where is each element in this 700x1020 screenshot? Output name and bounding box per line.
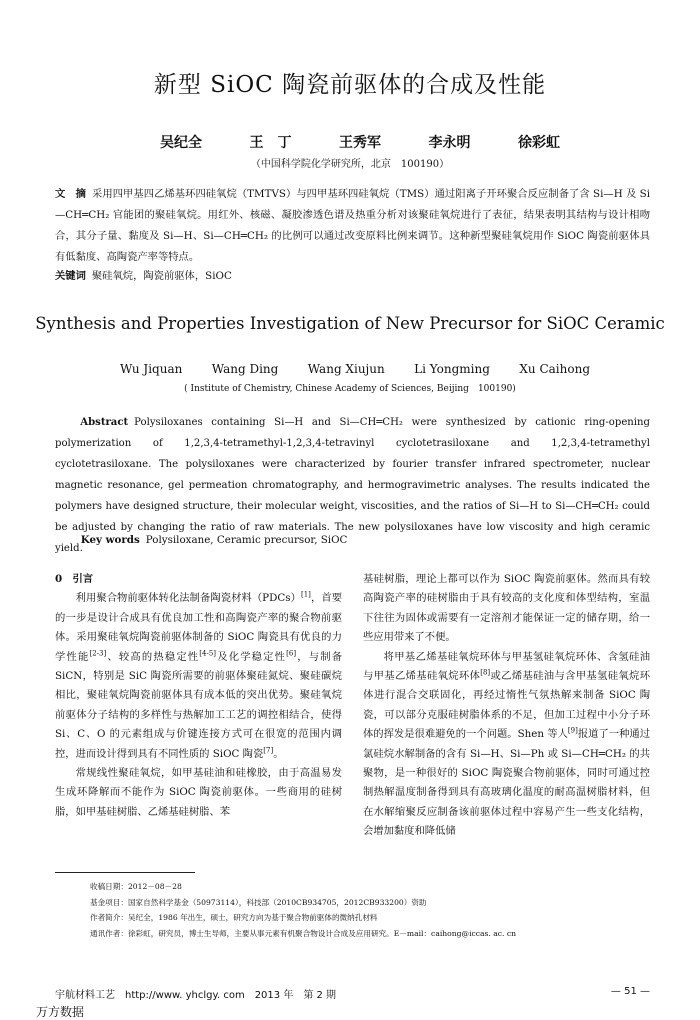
citation: [6] [286, 649, 297, 658]
citation: [7] [263, 746, 274, 755]
paper-title-cn: 新型 SiOC 陶瓷前驱体的合成及性能 [153, 72, 547, 98]
keywords-en-text: Polysiloxane, Ceramic precursor, SiOC [145, 534, 348, 546]
body-text: 或乙烯基硅油与含甲基氢硅氧烷环体进行混合交联固化，再经过惰性气氛热解来制备 SiOC 陶瓷，可以部分克服硅树脂体系的不足，但加工过程中小分子环体的挥发是很难避免的一个问题。Shen 等人 [363, 670, 651, 741]
affiliation-en: ( Institute of Chemistry, Chinese Academy of Sciences, Beijing 100190) [184, 384, 516, 394]
body-text: 及化学稳定性 [216, 650, 287, 663]
paper-title-en: Synthesis and Properties Investigation of New Precursor for SiOC Ceramic [35, 314, 665, 333]
body-text: 将甲基乙烯基硅氧烷环体与甲基氢硅氧烷环体、含氢硅油与甲基乙烯基硅氧烷环体 [363, 650, 650, 683]
footnote-corresponding: 通讯作者：徐彩虹，研究员，博士生导师，主要从事元素有机聚合物设计合成及应用研究。E－mail：caihong@iccas. ac. cn [90, 928, 517, 938]
body-left-column [55, 570, 342, 822]
citation: [9] [567, 726, 578, 735]
abstract-en-text: Polysiloxanes containing Si—H and Si—CH═CH₂ were synthesized by cationic ring-opening polymerization of 1,2,3,4-tetramethyl-1,2,3,4-tetravinyl cyclotetrasiloxane and 1,2,3,4-tetramethyl cyclotetrasiloxane. The polysiloxanes were characterized by fourier transfer infrared spectrometer, nuclear magnetic resonance, gel permeation chromatography, and hermogravimetric analyses. The results indicated the polymers have designed structure, their molecular weight, viscosities, and the ratios of Si—H to Si—CH═CH₂ could be adjusted by changing the ratio of raw materials. The new polysiloxanes have low viscosity and high ceramic yield. [55, 417, 650, 554]
body-text: 、较高的热稳定性 [106, 650, 200, 663]
author-en: Wang Ding [211, 362, 279, 376]
body-text: 报道了一种通过氯硅烷水解制备的含有 Si—H、Si—Ph 或 Si—CH═CH₂ 的共聚物，是一种很好的 SiOC 陶瓷聚合物前驱体，同时可通过控制热解温度制备得到具有高玻璃化温度的耐高温树脂材料，但在水解缩聚反应制备该前驱体过程中容易产生一些支化结构，会增加黏度和降低储 [363, 728, 650, 838]
watermark: 万方数据 [36, 1005, 85, 1019]
keywords-cn-label: 关键词 [55, 270, 86, 282]
section-heading: 0 引言 [55, 573, 94, 585]
citation: [2-3] [89, 649, 107, 658]
abstract-cn-text: 采用四甲基四乙烯基环四硅氧烷（TMTVS）与四甲基环四硅氧烷（TMS）通过阳离子开环聚合反应制备了含 Si—H 及 Si—CH═CH₂ 官能团的聚硅氧烷。用红外、核磁、凝胶渗透色谱及热重分析对该聚硅氧烷进行了表征，结果表明其结构与设计相吻合，其分子量、黏度及 Si—H、Si—CH═CH₂ 的比例可以通过改变原料比例来调节。这种新型聚硅氧烷用作 SiOC 陶瓷前驱体具有低黏度、高陶瓷产率等特点。 [55, 188, 650, 263]
body-paragraph: 常规线性聚硅氧烷，如甲基硅油和硅橡胶，由于高温易发生成环降解而不能作为 SiOC 陶瓷前驱体。一些商用的硅树脂，如甲基硅树脂、乙烯基硅树脂、苯 [55, 767, 342, 818]
author-cn: 王秀军 [339, 135, 381, 151]
body-text: 利用聚合物前驱体转化法制备陶瓷材料（PDCs） [75, 592, 301, 605]
footnote-author-bio: 作者简介：吴纪全，1986 年出生，硕士，研究方向为基于聚合物前驱体的微纳孔材料 [90, 913, 378, 922]
author-cn: 吴纪全 [160, 135, 202, 151]
body-paragraph [55, 589, 342, 764]
page-footer [55, 986, 650, 1001]
footnotes [90, 879, 650, 941]
footnote-divider [55, 872, 195, 873]
abstract-en-label: Abstract [80, 417, 129, 428]
footnote-funding: 基金项目：国家自然科学基金（50973114），科技部（2010CB934705，2012CB933200）资助 [90, 897, 427, 907]
body-paragraph [363, 648, 650, 842]
authors-en [120, 362, 590, 376]
body-text: ，首要的一步是设计合成具有优良加工性和高陶瓷产率的聚合物前驱体。采用聚硅氧烷陶瓷前驱体制备的 SiOC 陶瓷具有优良的力学性能 [55, 592, 342, 663]
journal-info: 宇航材料工艺 http://www. yhclgy. com 2013 年 第 2 期 [55, 990, 337, 1001]
footnote-received: 收稿日期：2012－08－28 [90, 882, 182, 891]
keywords-cn-text: 聚硅氧烷，陶瓷前驱体，SiOC [91, 270, 232, 282]
body-text: 。 [273, 747, 284, 760]
body-right-column [363, 570, 650, 842]
author-en: Wu Jiquan [120, 362, 183, 376]
author-en: Wang Xiujun [307, 362, 385, 376]
body-paragraph: 基硅树脂，理论上都可以作为 SiOC 陶瓷前驱体。然而具有较高陶瓷产率的硅树脂由于具有较高的支化度和体型结构，室温下往往为固体或需要有一定溶剂才能保证一定的储存期，给一些应用带来了不便。 [363, 573, 650, 644]
affiliation-cn: （中国科学院化学研究所，北京 100190） [250, 159, 450, 170]
abstract-cn-label: 文 摘 [55, 188, 87, 200]
author-en: Xu Caihong [519, 362, 590, 376]
citation: [8] [480, 668, 491, 677]
author-cn: 王 丁 [249, 135, 292, 151]
keywords-en-label: Key words [80, 534, 140, 546]
authors-cn [160, 132, 560, 152]
keywords-en [55, 530, 650, 551]
author-en: Li Yongming [414, 362, 490, 376]
citation: [4-5] [199, 649, 217, 658]
author-cn: 李永明 [428, 135, 471, 151]
author-cn: 徐彩虹 [518, 135, 560, 151]
keywords-cn [55, 266, 650, 287]
body-text: ，与制备 SiCN，特别是 SiC 陶瓷所需要的前驱体聚硅氮烷、聚硅碳烷相比，聚硅氧烷陶瓷前驱体具有成本低的突出优势。聚硅氧烷前驱体分子结构的多样性与热解加工工艺的调控相结合，使得 Si、C、O 的元素组成与价键连接方式可在很宽的范围内调控，进而设计得到具有不同性质的 SiOC 陶瓷 [55, 650, 343, 760]
citation: [1] [300, 590, 311, 599]
page-number: — 51 — [610, 986, 650, 997]
abstract-cn [55, 184, 650, 268]
